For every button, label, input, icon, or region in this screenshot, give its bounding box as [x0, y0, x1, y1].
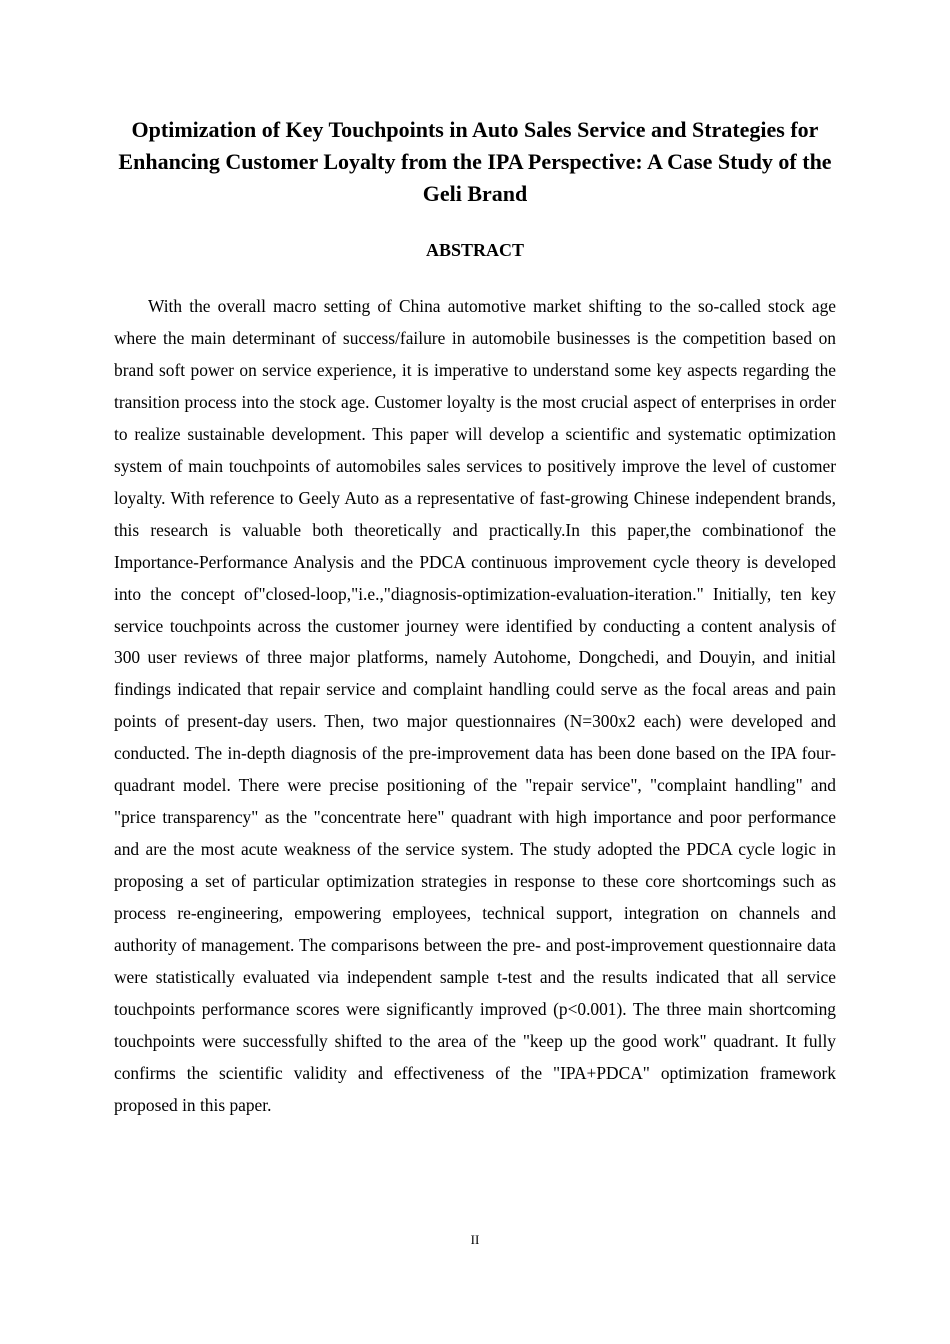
abstract-body: With the overall macro setting of China automotive market shifting to the so-called stock age where the main determinant of success/failure in automobile businesses is the competition based on brand soft power on service experience, it is imperative to understand some key aspects regarding the transition process into the stock age. Customer loyalty is the most crucial aspect of enterprises in order to realize sustainable development. This paper will develop a scientific and systematic optimization system of main touchpoints of automobiles sales services to positively improve the level of customer loyalty. With reference to Geely Auto as a representative of fast-growing Chinese independent brands, this research is valuable both theoretically and practically.In this paper,the combinationof the Importance-Performance Analysis and the PDCA continuous improvement cycle theory is developed into the concept of"closed-loop,"i.e.,"diagnosis-optimization-evaluation-iteration." Initially, ten key service touchpoints across the customer journey were identified by conducting a content analysis of 300 user reviews of three major platforms, namely Autohome, Dongchedi, and Douyin, and initial findings indicated that repair service and complaint handling could serve as the focal areas and pain points of present-day users. Then, two major questionnaires (N=300x2 each) were developed and conducted. The in-depth diagnosis of the pre-improvement data has been done based on the IPA four-quadrant model. There were precise positioning of the "repair service", "complaint handling" and "price transparency" as the "concentrate here" quadrant with high importance and poor performance and are the most acute weakness of the service system. The study adopted the PDCA cycle logic in proposing a set of particular optimization strategies in response to these core shortcomings such as process re-engineering, empowering employees, technical support, integration on channels and authority of management. The comparisons between the pre- and post-improvement questionnaire data were statistically evaluated via independent sample t-test and the results indicated that all service touchpoints performance scores were significantly improved (p<0.001). The three main shortcoming touchpoints were successfully shifted to the area of the "keep up the good work" quadrant. It fully confirms the scientific validity and effectiveness of the "IPA+PDCA" optimization framework proposed in this paper.: [114, 296, 836, 1115]
abstract-heading: ABSTRACT: [425, 240, 525, 260]
page-number: II: [470, 1232, 480, 1247]
paper-title: Optimization of Key Touchpoints in Auto Sales Service and Strategies for Enhancing Customer Loyalty from the IPA Perspective: A Case Study of the Geli Brand: [118, 117, 832, 206]
